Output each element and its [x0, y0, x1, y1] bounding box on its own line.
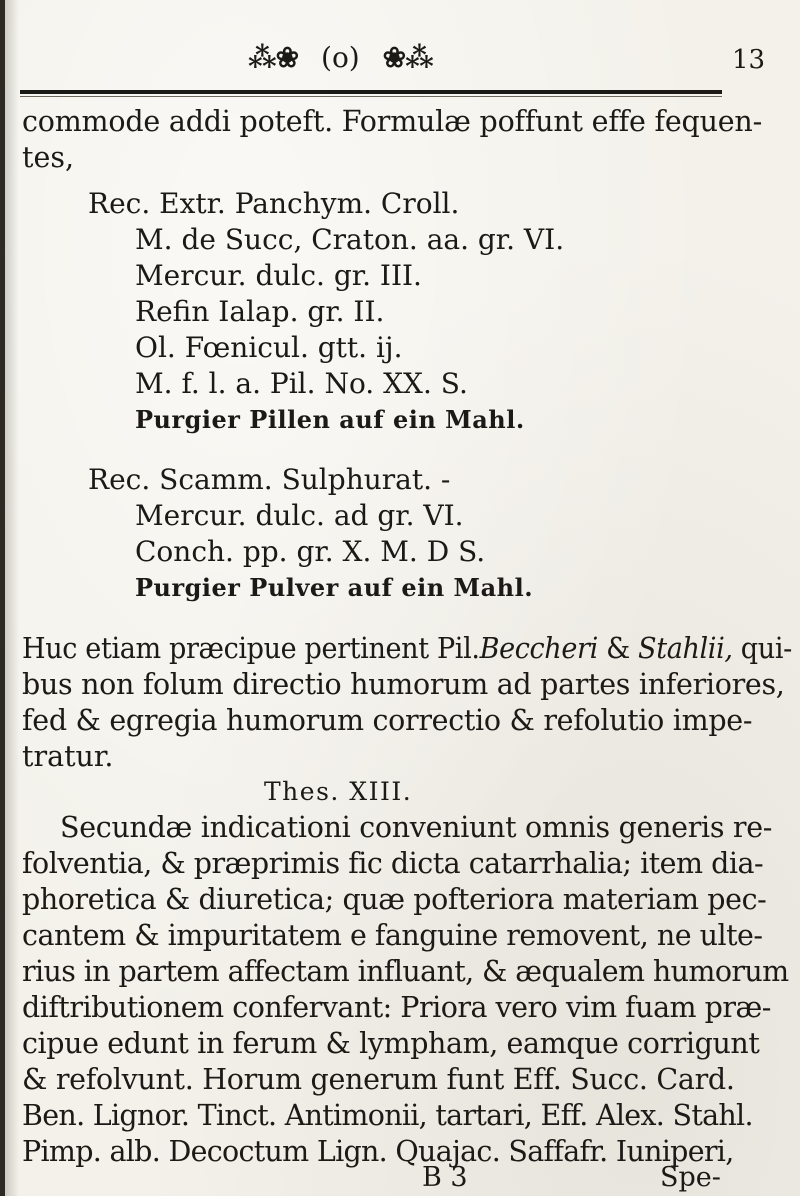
para1-line: commode addi poteft. Formulæ poffunt effe fequen- — [22, 105, 763, 138]
running-head — [248, 38, 548, 78]
recipe2-line: Conch. pp. gr. X. M. D S. — [135, 535, 486, 568]
page-number: 13 — [732, 45, 766, 75]
gutter-shadow — [5, 0, 19, 1196]
para3-line: folventia, & præprimis fic dicta catarrhalia; item dia- — [22, 847, 764, 880]
para2-line: tratur. — [22, 740, 114, 773]
header-rule — [20, 90, 722, 94]
para2-line: fed & egregia humorum correctio & refolutio impe- — [22, 704, 753, 737]
recipe1-line: Refin Ialap. gr. II. — [135, 295, 385, 328]
para3-line: Secundæ indicationi conveniunt omnis generis re- — [60, 811, 773, 844]
thesis-heading: Thes. XIII. — [264, 777, 413, 806]
catchword: Spe- — [660, 1162, 721, 1193]
para2-line: bus non folum directio humorum ad partes inferiores, — [22, 668, 785, 701]
para3-line: cipue edunt in ferum & lympham, eamque corrigunt — [22, 1027, 760, 1060]
ornament-right-icon: ❀⁂ — [382, 41, 433, 74]
header-rule-thin — [20, 96, 722, 97]
recipe1-line: Mercur. dulc. gr. III. — [135, 259, 422, 292]
signature-mark: B 3 — [422, 1162, 468, 1193]
recipe1-line: M. f. l. a. Pil. No. XX. S. — [135, 367, 468, 400]
para2-line — [22, 631, 792, 667]
para3-line: Ben. Lignor. Tinct. Antimonii, tartari, Eff. Alex. Stahl. — [22, 1099, 753, 1132]
author-stahlii: Stahlii, — [638, 632, 733, 665]
page-marker: (o) — [321, 41, 360, 74]
para1-line: tes, — [22, 141, 75, 174]
recipe2-line: Mercur. dulc. ad gr. VI. — [135, 499, 464, 532]
recipe1-line: Rec. Extr. Panchym. Croll. — [88, 187, 460, 220]
para3-line: Pimp. alb. Decoctum Lign. Quajac. Saffafr. Iuniperi, — [22, 1135, 734, 1168]
recipe1-line: M. de Succ, Craton. aa. gr. VI. — [135, 223, 565, 256]
recipe1-signatura: Purgier Pillen auf ein Mahl. — [135, 405, 525, 434]
para3-line: phoretica & diuretica; quæ pofteriora materiam pec- — [22, 883, 767, 916]
para3-line: & refolvunt. Horum generum funt Eff. Succ. Card. — [22, 1063, 735, 1096]
ornament-left-icon: ⁂❀ — [248, 41, 299, 74]
para2-text: & — [597, 632, 639, 665]
author-beccheri: Beccheri — [479, 632, 598, 665]
para2-text: Huc etiam præcipue pertinent Pil. — [22, 632, 480, 665]
para3-line: rius in partem affectam influant, & æqualem humorum — [22, 955, 789, 988]
recipe2-signatura: Purgier Pulver auf ein Mahl. — [135, 573, 534, 602]
para3-line: cantem & impuritatem e fanguine removent, ne ulte- — [22, 919, 763, 952]
recipe1-line: Ol. Fœnicul. gtt. ij. — [135, 331, 403, 364]
para2-text: qui- — [732, 632, 792, 665]
recipe2-line: Rec. Scamm. Sulphurat. - — [88, 463, 451, 496]
para3-line: diftributionem confervant: Priora vero vim fuam præ- — [22, 991, 771, 1024]
